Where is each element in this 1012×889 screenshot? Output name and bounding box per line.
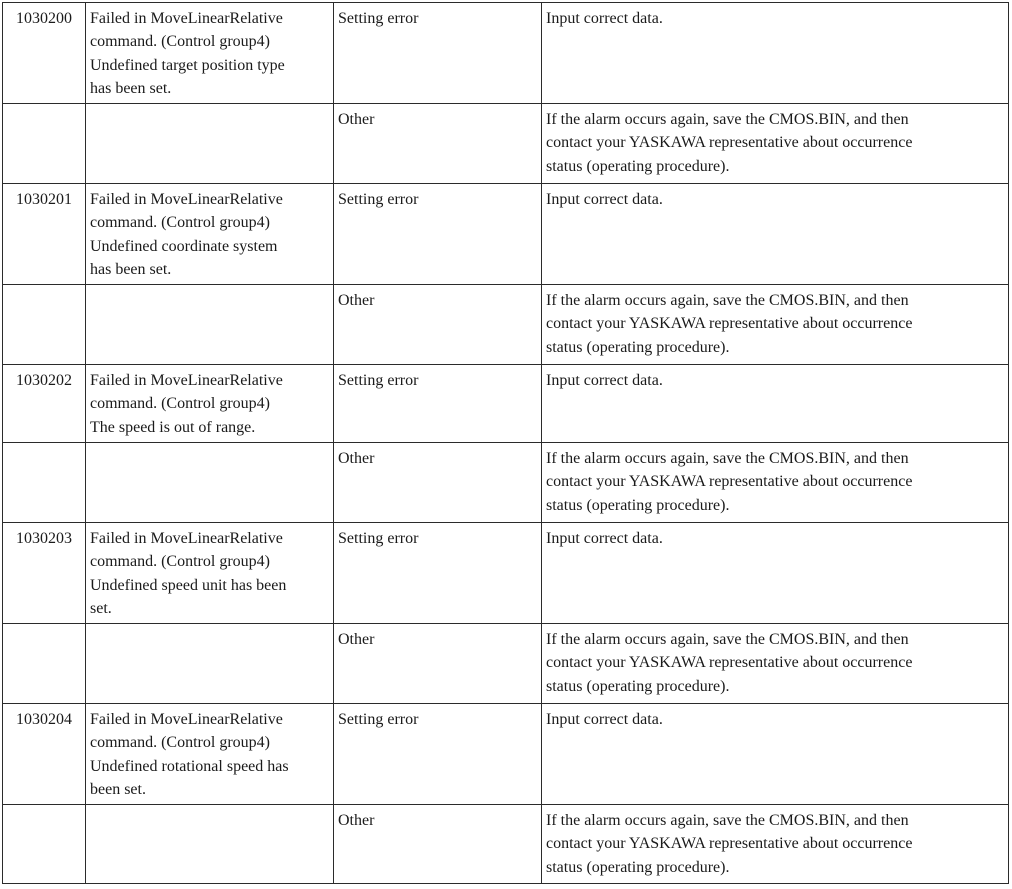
table-row: [3, 624, 1009, 704]
remedy-line: status (operating procedure).: [546, 677, 730, 695]
description-line: Undefined target position type: [90, 56, 285, 74]
alarm-remedy: [542, 184, 1009, 285]
description-line: been set.: [90, 780, 146, 798]
empty-cell: [86, 443, 334, 523]
remedy-line: Input correct data.: [546, 711, 663, 728]
alarm-cause: Setting error: [334, 704, 542, 805]
description-line: command. (Control group4): [90, 214, 270, 232]
alarm-cause: Other: [334, 285, 542, 365]
empty-cell: [3, 104, 86, 184]
remedy-line: status (operating procedure).: [546, 338, 730, 356]
empty-cell: [86, 624, 334, 704]
alarm-code: 1030204: [3, 704, 86, 805]
table-row: [3, 184, 1009, 285]
alarm-cause: Setting error: [334, 3, 542, 104]
alarm-cause: Other: [334, 805, 542, 884]
alarm-remedy: [542, 523, 1009, 624]
empty-cell: [3, 624, 86, 704]
alarm-code: 1030200: [3, 3, 86, 104]
alarm-remedy: [542, 624, 1009, 704]
remedy-line: contact your YASKAWA representative about occurrence: [546, 473, 913, 491]
remedy-line: contact your YASKAWA representative about occurrence: [546, 315, 913, 333]
empty-cell: [3, 805, 86, 884]
remedy-line: Input correct data.: [546, 10, 663, 27]
remedy-line: contact your YASKAWA representative about occurrence: [546, 134, 913, 152]
table-row: [3, 104, 1009, 184]
alarm-description: [86, 184, 334, 285]
description-line: Undefined coordinate system: [90, 237, 278, 255]
alarm-remedy: [542, 285, 1009, 365]
table-row: [3, 523, 1009, 624]
remedy-line: If the alarm occurs again, save the CMOS.BIN, and then: [546, 450, 909, 467]
alarm-cause: Other: [334, 443, 542, 523]
remedy-line: If the alarm occurs again, save the CMOS.BIN, and then: [546, 292, 909, 309]
table-row: [3, 365, 1009, 443]
remedy-line: If the alarm occurs again, save the CMOS.BIN, and then: [546, 631, 909, 648]
description-line: Failed in MoveLinearRelative: [90, 530, 283, 547]
table-row: [3, 285, 1009, 365]
remedy-line: contact your YASKAWA representative about occurrence: [546, 654, 913, 672]
table-row: [3, 3, 1009, 104]
table-row: [3, 443, 1009, 523]
description-line: Failed in MoveLinearRelative: [90, 711, 283, 728]
alarm-description: [86, 523, 334, 624]
description-line: Failed in MoveLinearRelative: [90, 10, 283, 27]
alarm-remedy: [542, 805, 1009, 884]
empty-cell: [3, 285, 86, 365]
empty-cell: [3, 443, 86, 523]
alarm-cause: Setting error: [334, 184, 542, 285]
description-line: Failed in MoveLinearRelative: [90, 372, 283, 389]
table-row: [3, 704, 1009, 805]
alarm-cause: Setting error: [334, 523, 542, 624]
empty-cell: [86, 104, 334, 184]
alarm-description: [86, 365, 334, 443]
alarm-description: [86, 704, 334, 805]
description-line: command. (Control group4): [90, 33, 270, 51]
description-line: set.: [90, 599, 112, 617]
empty-cell: [86, 805, 334, 884]
remedy-line: status (operating procedure).: [546, 858, 730, 876]
description-line: command. (Control group4): [90, 734, 270, 752]
alarm-remedy: [542, 443, 1009, 523]
alarm-description: [86, 3, 334, 104]
description-line: command. (Control group4): [90, 553, 270, 571]
description-line: Undefined speed unit has been: [90, 576, 287, 594]
description-line: Undefined rotational speed has: [90, 757, 289, 775]
remedy-line: If the alarm occurs again, save the CMOS.BIN, and then: [546, 812, 909, 829]
remedy-line: contact your YASKAWA representative about occurrence: [546, 835, 913, 853]
empty-cell: [86, 285, 334, 365]
remedy-line: If the alarm occurs again, save the CMOS.BIN, and then: [546, 111, 909, 128]
description-line: The speed is out of range.: [90, 418, 256, 436]
remedy-line: status (operating procedure).: [546, 157, 730, 175]
description-line: has been set.: [90, 260, 172, 278]
description-line: has been set.: [90, 79, 172, 97]
remedy-line: Input correct data.: [546, 372, 663, 389]
alarm-remedy: [542, 704, 1009, 805]
remedy-line: Input correct data.: [546, 191, 663, 208]
description-line: command. (Control group4): [90, 395, 270, 413]
alarm-code: 1030201: [3, 184, 86, 285]
alarm-code: 1030202: [3, 365, 86, 443]
alarm-remedy: [542, 104, 1009, 184]
alarm-cause: Setting error: [334, 365, 542, 443]
description-line: Failed in MoveLinearRelative: [90, 191, 283, 208]
remedy-line: Input correct data.: [546, 530, 663, 547]
alarm-cause: Other: [334, 104, 542, 184]
alarm-code: 1030203: [3, 523, 86, 624]
alarm-code-table: [2, 2, 1009, 884]
table-row: [3, 805, 1009, 884]
alarm-remedy: [542, 3, 1009, 104]
alarm-remedy: [542, 365, 1009, 443]
alarm-cause: Other: [334, 624, 542, 704]
remedy-line: status (operating procedure).: [546, 496, 730, 514]
